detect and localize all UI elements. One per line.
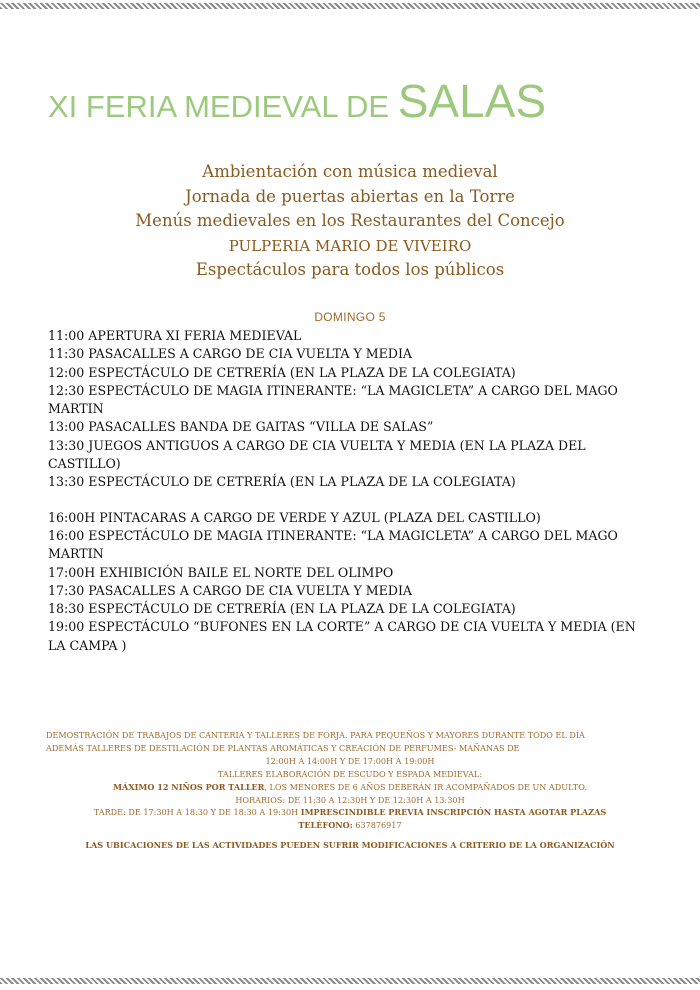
workshop-notes [0, 729, 700, 852]
notes-line-schedule: HORARIOS: DE 11:30 A 12:30H Y DE 12:30H A 13:30H [235, 794, 465, 805]
phone-label: TELÉFONO: [298, 820, 353, 831]
schedule-item: 11:00 APERTURA XI FERIA MEDIEVAL [48, 328, 302, 343]
afternoon-hours: TARDE: DE 17:30H A 18:30 Y DE 18:30 A 19:30H [93, 807, 301, 818]
intro-block [0, 160, 700, 283]
notes-line-capacity [0, 781, 700, 794]
schedule-item: 12:30 ESPECTÁCULO DE MAGIA ITINERANTE: “LA MAGICLETA” A CARGO DEL MAGO MARTIN [48, 382, 618, 417]
schedule-gap [48, 492, 653, 509]
schedule-item: 16:00H PINTACARAS A CARGO DE VERDE Y AZUL (PLAZA DEL CASTILLO) [48, 509, 541, 525]
capacity-rest: , LOS MENORES DE 6 AÑOS DEBERÁN IR ACOMPAÑADOS DE UN ADULTO. [264, 781, 587, 792]
schedule-item: 17:30 PASACALLES A CARGO DE CIA VUELTA Y MEDIA [48, 582, 413, 598]
title-highlight: SALAS [397, 75, 547, 127]
intro-line-shows: Espectáculos para todos los públicos [195, 260, 505, 279]
schedule-item: 19:00 ESPECTÁCULO “BUFONES EN LA CORTE” A CARGO DE CIA VUELTA Y MEDIA (EN LA CAMPA ) [48, 619, 636, 653]
notes-line-morning-hours: 12:00H A 14:00H Y DE 17:00H A 19:00H [265, 755, 435, 766]
title-prefix: XI FERIA MEDIEVAL DE [48, 89, 398, 124]
notes-line-afternoon [0, 806, 700, 819]
disclaimer-text: LAS UBICACIONES DE LAS ACTIVIDADES PUEDEN SUFRIR MODIFICACIONES A CRITERIO DE LA ORGANIZACIÓN [85, 840, 615, 851]
notes-line-shield-sword: TALLERES ELABORACIÓN DE ESCUDO Y ESPADA MEDIEVAL: [217, 768, 483, 779]
decorative-bottom-border [0, 978, 700, 984]
schedule-item: 13:00 PASACALLES BANDA DE GAITAS “VILLA DE SALAS” [48, 419, 434, 435]
schedule-item: 12:00 ESPECTÁCULO DE CETRERÍA (EN LA PLAZA DE LA COLEGIATA) [48, 364, 516, 380]
capacity-emphasis: MÁXIMO 12 NIÑOS POR TALLER [113, 781, 265, 792]
notes-line-demonstration: DEMOSTRACIÓN DE TRABAJOS DE CANTERIA Y TALLERES DE FORJA. PARA PEQUEÑOS Y MAYORES DURANTE TODO EL DÍA [46, 730, 585, 740]
intro-line-music: Ambientación con música medieval [202, 162, 498, 181]
schedule-item: 11:30 PASACALLES A CARGO DE CIA VUELTA Y MEDIA [48, 346, 413, 362]
phone-number: 637876917 [352, 820, 402, 831]
day-heading: DOMINGO 5 [314, 310, 386, 324]
schedule-item: 13:30 ESPECTÁCULO DE CETRERÍA (EN LA PLAZA DE LA COLEGIATA) [48, 474, 516, 490]
registration-emphasis: IMPRESCINDIBLE PREVIA INSCRIPCIÓN HASTA AGOTAR PLAZAS [300, 807, 607, 818]
schedule-list [48, 327, 653, 655]
notes-line-distillation: ADEMÁS TALLERES DE DESTILACIÓN DE PLANTAS AROMÁTICAS Y CREACIÓN DE PERFUMES- MAÑANAS DE [46, 742, 520, 753]
decorative-top-border [0, 3, 700, 9]
schedule-item: 18:30 ESPECTÁCULO DE CETRERÍA (EN LA PLAZA DE LA COLEGIATA) [48, 601, 516, 617]
schedule-item: 17:00H EXHIBICIÓN BAILE EL NORTE DEL OLIMPO [48, 564, 394, 580]
notes-line-phone [0, 819, 700, 832]
poster-title [48, 74, 546, 128]
schedule-item: 13:30 JUEGOS ANTIGUOS A CARGO DE CIA VUELTA Y MEDIA (EN LA PLAZA DEL CASTILLO) [48, 437, 586, 472]
notes-disclaimer [0, 839, 700, 852]
intro-line-open-doors: Jornada de puertas abiertas en la Torre [185, 186, 515, 206]
schedule-item: 16:00 ESPECTÁCULO DE MAGIA ITINERANTE: “LA MAGICLETA” A CARGO DEL MAGO MARTIN [48, 527, 618, 562]
intro-line-pulperia: PULPERIA MARIO DE VIVEIRO [228, 236, 472, 255]
intro-line-menus: Menús medievales en los Restaurantes del Concejo [135, 211, 565, 230]
